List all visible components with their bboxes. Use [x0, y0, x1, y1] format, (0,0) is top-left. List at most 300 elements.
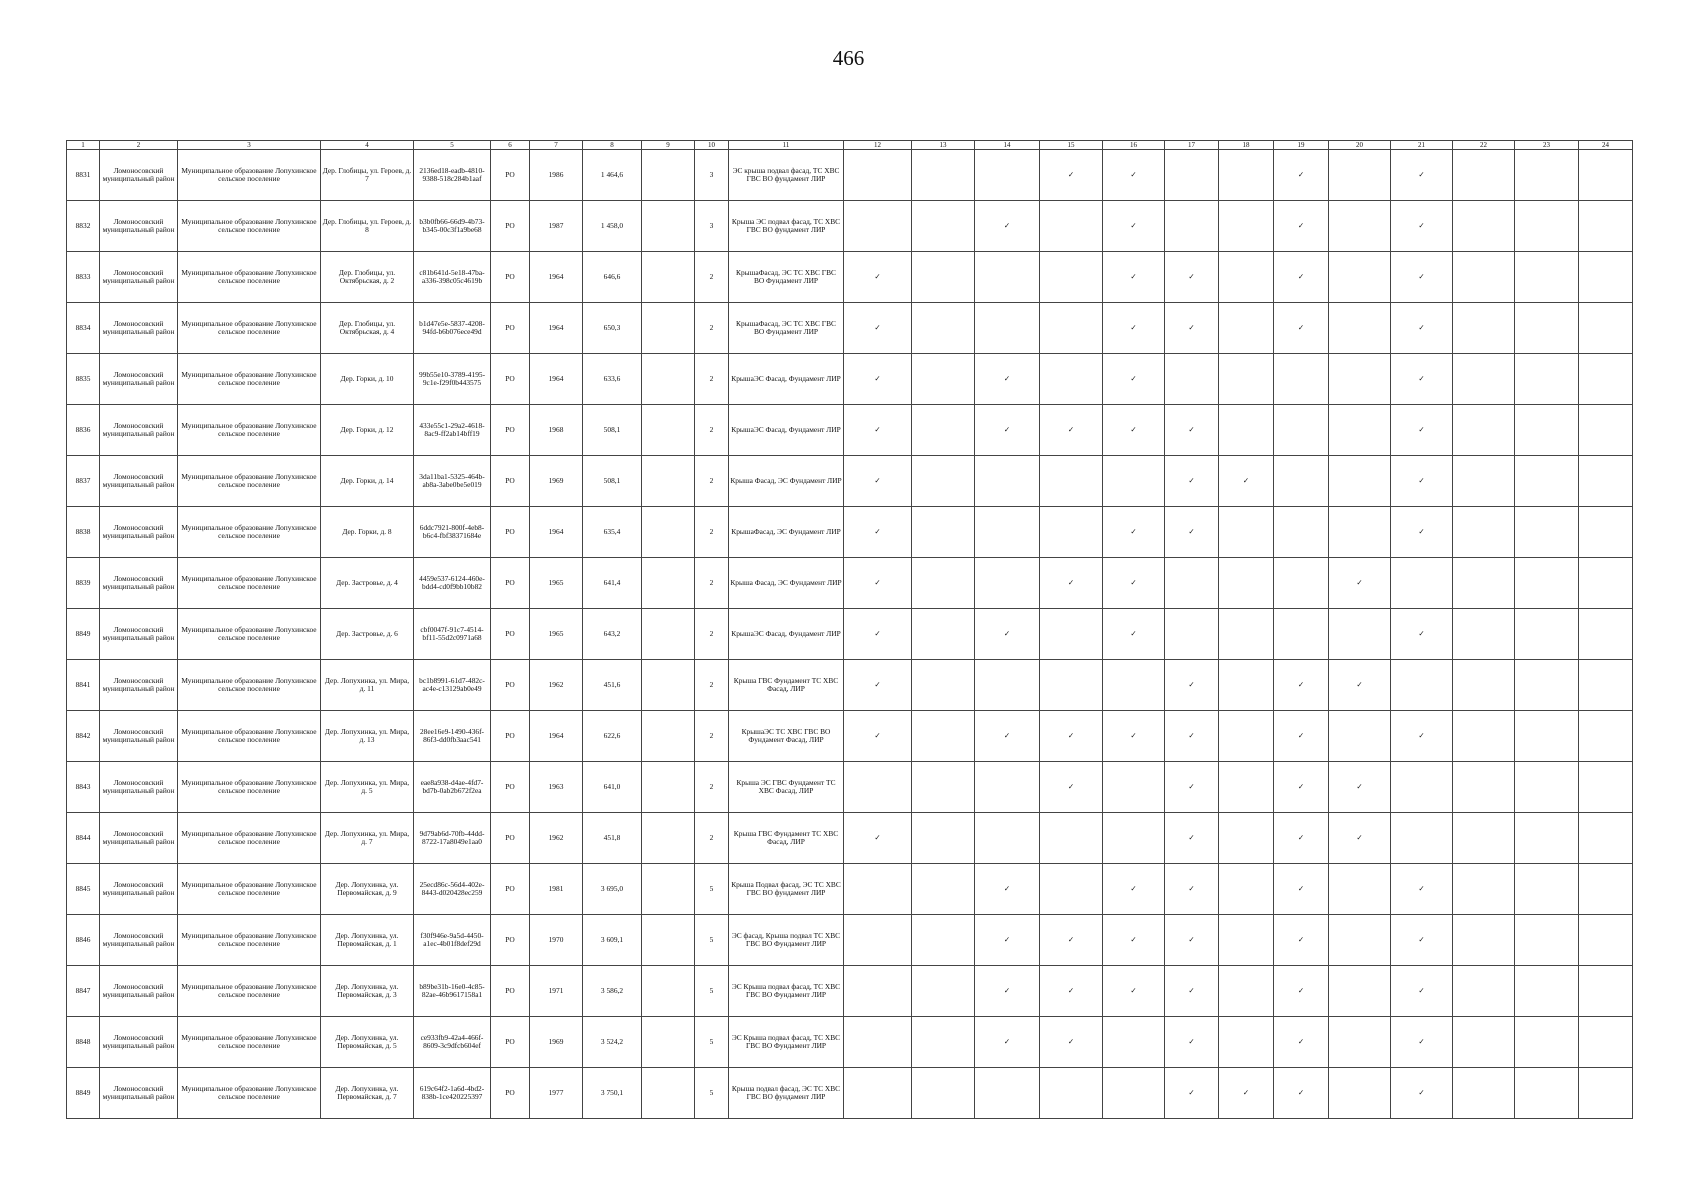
check-mark-icon: ✓	[1391, 966, 1453, 1017]
empty-cell	[1329, 966, 1391, 1017]
empty-cell	[975, 660, 1040, 711]
check-mark-icon: ✓	[1274, 864, 1329, 915]
empty-cell	[912, 609, 975, 660]
type-cell: РО	[491, 354, 530, 405]
empty-cell	[1453, 303, 1515, 354]
check-mark-icon: ✓	[844, 405, 912, 456]
year-cell: 1987	[530, 201, 583, 252]
empty-cell	[1515, 864, 1579, 915]
type-cell: РО	[491, 456, 530, 507]
empty-cell	[642, 1068, 695, 1119]
check-mark-icon: ✓	[1391, 915, 1453, 966]
works-cell: КрышаФасад, ЭС ТС ХВС ГВС ВО Фундамент ЛИР	[729, 303, 844, 354]
check-mark-icon: ✓	[1274, 1017, 1329, 1068]
empty-cell	[1453, 456, 1515, 507]
empty-cell	[1515, 303, 1579, 354]
empty-cell	[912, 456, 975, 507]
row-number: 8831	[67, 150, 100, 201]
check-mark-icon: ✓	[1040, 915, 1103, 966]
district-cell: Ломоносовский муниципальный район	[100, 405, 178, 456]
type-cell: РО	[491, 1017, 530, 1068]
empty-cell	[642, 762, 695, 813]
empty-cell	[642, 1017, 695, 1068]
check-mark-icon: ✓	[1165, 864, 1219, 915]
year-cell: 1962	[530, 813, 583, 864]
table-row	[67, 201, 1633, 252]
row-number: 8849	[67, 1068, 100, 1119]
empty-cell	[1040, 660, 1103, 711]
empty-cell	[1515, 252, 1579, 303]
empty-cell	[975, 456, 1040, 507]
municipality-cell: Муниципальное образование Лопухинское сельское поселение	[178, 966, 321, 1017]
empty-cell	[1219, 966, 1274, 1017]
check-mark-icon: ✓	[1274, 966, 1329, 1017]
empty-cell	[975, 762, 1040, 813]
check-mark-icon: ✓	[1274, 252, 1329, 303]
table-row	[67, 252, 1633, 303]
row-number: 8837	[67, 456, 100, 507]
empty-cell	[642, 252, 695, 303]
building-id-cell: 619c64f2-1a6d-4bd2-838b-1ce420225397	[414, 1068, 491, 1119]
empty-cell	[1579, 966, 1633, 1017]
area-cell: 643,2	[583, 609, 642, 660]
area-cell: 1 458,0	[583, 201, 642, 252]
year-cell: 1964	[530, 303, 583, 354]
check-mark-icon: ✓	[1274, 762, 1329, 813]
empty-cell	[1579, 864, 1633, 915]
municipality-cell: Муниципальное образование Лопухинское сельское поселение	[178, 405, 321, 456]
check-mark-icon: ✓	[1103, 915, 1165, 966]
address-cell: Дер. Лопухинка, ул. Мира, д. 7	[321, 813, 414, 864]
empty-cell	[1103, 456, 1165, 507]
column-header: 1	[67, 141, 100, 150]
empty-cell	[1329, 456, 1391, 507]
empty-cell	[1103, 1068, 1165, 1119]
check-mark-icon: ✓	[1391, 303, 1453, 354]
type-cell: РО	[491, 711, 530, 762]
empty-cell	[1453, 252, 1515, 303]
municipality-cell: Муниципальное образование Лопухинское сельское поселение	[178, 201, 321, 252]
check-mark-icon: ✓	[1391, 1068, 1453, 1119]
empty-cell	[1391, 813, 1453, 864]
municipality-cell: Муниципальное образование Лопухинское сельское поселение	[178, 660, 321, 711]
empty-cell	[912, 150, 975, 201]
check-mark-icon: ✓	[1165, 711, 1219, 762]
empty-cell	[1219, 507, 1274, 558]
empty-cell	[1329, 405, 1391, 456]
empty-cell	[912, 303, 975, 354]
empty-cell	[1040, 252, 1103, 303]
area-cell: 641,0	[583, 762, 642, 813]
empty-cell	[1329, 711, 1391, 762]
empty-cell	[1453, 201, 1515, 252]
works-cell: Крыша Фасад, ЭС Фундамент ЛИР	[729, 456, 844, 507]
empty-cell	[1453, 405, 1515, 456]
works-cell: Крыша ГВС Фундамент ТС ХВС Фасад, ЛИР	[729, 660, 844, 711]
empty-cell	[1515, 354, 1579, 405]
floors-cell: 2	[695, 456, 729, 507]
check-mark-icon: ✓	[1274, 813, 1329, 864]
type-cell: РО	[491, 762, 530, 813]
empty-cell	[1329, 1068, 1391, 1119]
empty-cell	[1453, 1068, 1515, 1119]
address-cell: Дер. Горки, д. 8	[321, 507, 414, 558]
table-row	[67, 966, 1633, 1017]
check-mark-icon: ✓	[975, 966, 1040, 1017]
check-mark-icon: ✓	[1274, 711, 1329, 762]
check-mark-icon: ✓	[1165, 966, 1219, 1017]
building-id-cell: 99b55e10-3789-4195-9c1e-f29f0b443575	[414, 354, 491, 405]
empty-cell	[642, 813, 695, 864]
check-mark-icon: ✓	[1165, 813, 1219, 864]
empty-cell	[1453, 609, 1515, 660]
empty-cell	[1515, 915, 1579, 966]
column-number-row	[67, 141, 1633, 150]
municipality-cell: Муниципальное образование Лопухинское сельское поселение	[178, 711, 321, 762]
check-mark-icon: ✓	[975, 354, 1040, 405]
check-mark-icon: ✓	[1103, 354, 1165, 405]
address-cell: Дер. Лопухинка, ул. Мира, д. 5	[321, 762, 414, 813]
year-cell: 1962	[530, 660, 583, 711]
empty-cell	[844, 201, 912, 252]
empty-cell	[975, 303, 1040, 354]
empty-cell	[912, 864, 975, 915]
empty-cell	[1579, 456, 1633, 507]
area-cell: 635,4	[583, 507, 642, 558]
works-cell: КрышаФасад, ЭС ТС ХВС ГВС ВО Фундамент ЛИР	[729, 252, 844, 303]
empty-cell	[1579, 558, 1633, 609]
district-cell: Ломоносовский муниципальный район	[100, 252, 178, 303]
area-cell: 508,1	[583, 405, 642, 456]
empty-cell	[1515, 405, 1579, 456]
check-mark-icon: ✓	[1165, 507, 1219, 558]
empty-cell	[1040, 507, 1103, 558]
district-cell: Ломоносовский муниципальный район	[100, 813, 178, 864]
column-header: 17	[1165, 141, 1219, 150]
type-cell: РО	[491, 558, 530, 609]
empty-cell	[1274, 507, 1329, 558]
empty-cell	[1329, 354, 1391, 405]
empty-cell	[1391, 558, 1453, 609]
district-cell: Ломоносовский муниципальный район	[100, 507, 178, 558]
check-mark-icon: ✓	[1391, 150, 1453, 201]
empty-cell	[1515, 456, 1579, 507]
empty-cell	[1040, 813, 1103, 864]
empty-cell	[1579, 1017, 1633, 1068]
check-mark-icon: ✓	[1391, 405, 1453, 456]
empty-cell	[1165, 150, 1219, 201]
check-mark-icon: ✓	[1219, 456, 1274, 507]
empty-cell	[1040, 303, 1103, 354]
empty-cell	[1040, 864, 1103, 915]
empty-cell	[912, 813, 975, 864]
check-mark-icon: ✓	[1103, 303, 1165, 354]
municipality-cell: Муниципальное образование Лопухинское сельское поселение	[178, 864, 321, 915]
floors-cell: 5	[695, 1068, 729, 1119]
empty-cell	[912, 1017, 975, 1068]
check-mark-icon: ✓	[975, 864, 1040, 915]
empty-cell	[1274, 609, 1329, 660]
column-header: 7	[530, 141, 583, 150]
empty-cell	[1165, 558, 1219, 609]
year-cell: 1964	[530, 711, 583, 762]
empty-cell	[1453, 915, 1515, 966]
table-row	[67, 507, 1633, 558]
empty-cell	[1165, 201, 1219, 252]
type-cell: РО	[491, 303, 530, 354]
empty-cell	[975, 1068, 1040, 1119]
empty-cell	[1453, 1017, 1515, 1068]
empty-cell	[1165, 609, 1219, 660]
year-cell: 1965	[530, 558, 583, 609]
check-mark-icon: ✓	[844, 711, 912, 762]
building-id-cell: 2136ed18-eadb-4810-9388-518c284b1aaf	[414, 150, 491, 201]
empty-cell	[844, 150, 912, 201]
table-row	[67, 915, 1633, 966]
municipality-cell: Муниципальное образование Лопухинское сельское поселение	[178, 558, 321, 609]
table-row	[67, 864, 1633, 915]
building-id-cell: b89be31b-16e0-4c85-82ae-46b9617158a1	[414, 966, 491, 1017]
building-id-cell: 3da11ba1-5325-464b-ab8a-3abe0be5e019	[414, 456, 491, 507]
row-number: 8846	[67, 915, 100, 966]
municipality-cell: Муниципальное образование Лопухинское сельское поселение	[178, 813, 321, 864]
column-header: 18	[1219, 141, 1274, 150]
empty-cell	[1391, 762, 1453, 813]
row-number: 8834	[67, 303, 100, 354]
check-mark-icon: ✓	[1040, 558, 1103, 609]
column-header: 19	[1274, 141, 1329, 150]
year-cell: 1970	[530, 915, 583, 966]
check-mark-icon: ✓	[844, 354, 912, 405]
check-mark-icon: ✓	[1329, 813, 1391, 864]
row-number: 8849	[67, 609, 100, 660]
table-row	[67, 609, 1633, 660]
empty-cell	[1040, 609, 1103, 660]
empty-cell	[975, 558, 1040, 609]
table-row	[67, 558, 1633, 609]
column-header: 10	[695, 141, 729, 150]
empty-cell	[1219, 558, 1274, 609]
empty-cell	[1515, 201, 1579, 252]
area-cell: 508,1	[583, 456, 642, 507]
area-cell: 3 750,1	[583, 1068, 642, 1119]
district-cell: Ломоносовский муниципальный район	[100, 201, 178, 252]
empty-cell	[1219, 252, 1274, 303]
check-mark-icon: ✓	[1040, 966, 1103, 1017]
empty-cell	[1219, 150, 1274, 201]
empty-cell	[642, 558, 695, 609]
building-id-cell: 4459e537-6124-460e-bdd4-cd0f9bb10b82	[414, 558, 491, 609]
district-cell: Ломоносовский муниципальный район	[100, 609, 178, 660]
column-header: 15	[1040, 141, 1103, 150]
empty-cell	[642, 150, 695, 201]
district-cell: Ломоносовский муниципальный район	[100, 150, 178, 201]
address-cell: Дер. Глобицы, ул. Героев, д. 8	[321, 201, 414, 252]
check-mark-icon: ✓	[844, 456, 912, 507]
empty-cell	[912, 354, 975, 405]
table-row	[67, 660, 1633, 711]
empty-cell	[975, 150, 1040, 201]
empty-cell	[642, 456, 695, 507]
type-cell: РО	[491, 660, 530, 711]
check-mark-icon: ✓	[1165, 915, 1219, 966]
empty-cell	[1274, 354, 1329, 405]
empty-cell	[1453, 864, 1515, 915]
check-mark-icon: ✓	[1165, 456, 1219, 507]
building-id-cell: 6ddc7921-800f-4eb8-b6c4-fbf38371684e	[414, 507, 491, 558]
check-mark-icon: ✓	[844, 813, 912, 864]
type-cell: РО	[491, 966, 530, 1017]
year-cell: 1986	[530, 150, 583, 201]
empty-cell	[844, 915, 912, 966]
check-mark-icon: ✓	[1329, 762, 1391, 813]
check-mark-icon: ✓	[1103, 609, 1165, 660]
table-row	[67, 405, 1633, 456]
empty-cell	[912, 201, 975, 252]
district-cell: Ломоносовский муниципальный район	[100, 711, 178, 762]
municipality-cell: Муниципальное образование Лопухинское сельское поселение	[178, 1068, 321, 1119]
check-mark-icon: ✓	[844, 558, 912, 609]
empty-cell	[1515, 966, 1579, 1017]
works-cell: Крыша подвал фасад, ЭС ТС ХВС ГВС ВО фундамент ЛИР	[729, 1068, 844, 1119]
empty-cell	[642, 354, 695, 405]
district-cell: Ломоносовский муниципальный район	[100, 864, 178, 915]
empty-cell	[1103, 813, 1165, 864]
empty-cell	[912, 558, 975, 609]
building-id-cell: c81b641d-5e18-47ba-a336-398c05c4619b	[414, 252, 491, 303]
area-cell: 3 524,2	[583, 1017, 642, 1068]
empty-cell	[1165, 354, 1219, 405]
row-number: 8841	[67, 660, 100, 711]
table-row	[67, 303, 1633, 354]
empty-cell	[844, 966, 912, 1017]
year-cell: 1963	[530, 762, 583, 813]
type-cell: РО	[491, 1068, 530, 1119]
municipality-cell: Муниципальное образование Лопухинское сельское поселение	[178, 915, 321, 966]
building-id-cell: 433e55c1-29a2-4618-8ac9-ff2ab14bff19	[414, 405, 491, 456]
year-cell: 1964	[530, 507, 583, 558]
empty-cell	[1515, 813, 1579, 864]
check-mark-icon: ✓	[975, 609, 1040, 660]
empty-cell	[912, 507, 975, 558]
empty-cell	[1515, 558, 1579, 609]
empty-cell	[1579, 354, 1633, 405]
works-cell: КрышаЭС Фасад, Фундамент ЛИР	[729, 354, 844, 405]
municipality-cell: Муниципальное образование Лопухинское сельское поселение	[178, 609, 321, 660]
empty-cell	[1453, 813, 1515, 864]
row-number: 8838	[67, 507, 100, 558]
check-mark-icon: ✓	[1274, 915, 1329, 966]
check-mark-icon: ✓	[844, 507, 912, 558]
check-mark-icon: ✓	[1103, 966, 1165, 1017]
address-cell: Дер. Лопухинка, ул. Мира, д. 11	[321, 660, 414, 711]
check-mark-icon: ✓	[1040, 1017, 1103, 1068]
empty-cell	[1219, 711, 1274, 762]
check-mark-icon: ✓	[1040, 762, 1103, 813]
address-cell: Дер. Лопухинка, ул. Первомайская, д. 7	[321, 1068, 414, 1119]
empty-cell	[1515, 507, 1579, 558]
row-number: 8835	[67, 354, 100, 405]
empty-cell	[1579, 201, 1633, 252]
works-cell: Крыша ЭС подвал фасад, ТС ХВС ГВС ВО фундамент ЛИР	[729, 201, 844, 252]
area-cell: 451,8	[583, 813, 642, 864]
district-cell: Ломоносовский муниципальный район	[100, 303, 178, 354]
floors-cell: 5	[695, 864, 729, 915]
check-mark-icon: ✓	[1103, 252, 1165, 303]
check-mark-icon: ✓	[1391, 609, 1453, 660]
works-cell: КрышаЭС Фасад, Фундамент ЛИР	[729, 405, 844, 456]
row-number: 8847	[67, 966, 100, 1017]
empty-cell	[1219, 303, 1274, 354]
address-cell: Дер. Глобицы, ул. Героев, д. 7	[321, 150, 414, 201]
floors-cell: 2	[695, 558, 729, 609]
empty-cell	[1219, 609, 1274, 660]
type-cell: РО	[491, 609, 530, 660]
empty-cell	[912, 711, 975, 762]
floors-cell: 5	[695, 966, 729, 1017]
building-id-cell: cbf0047f-91c7-4514-bf11-55d2c0971a68	[414, 609, 491, 660]
works-cell: Крыша ГВС Фундамент ТС ХВС Фасад, ЛИР	[729, 813, 844, 864]
check-mark-icon: ✓	[1274, 303, 1329, 354]
floors-cell: 2	[695, 354, 729, 405]
row-number: 8839	[67, 558, 100, 609]
empty-cell	[1579, 711, 1633, 762]
empty-cell	[1329, 1017, 1391, 1068]
table-row	[67, 813, 1633, 864]
works-cell: ЭС фасад, Крыша подвал ТС ХВС ГВС ВО Фундамент ЛИР	[729, 915, 844, 966]
table-row	[67, 762, 1633, 813]
empty-cell	[642, 966, 695, 1017]
empty-cell	[1453, 966, 1515, 1017]
row-number: 8832	[67, 201, 100, 252]
check-mark-icon: ✓	[1165, 252, 1219, 303]
check-mark-icon: ✓	[1274, 150, 1329, 201]
empty-cell	[642, 507, 695, 558]
column-header: 6	[491, 141, 530, 150]
empty-cell	[975, 813, 1040, 864]
empty-cell	[1329, 252, 1391, 303]
works-cell: КрышаЭС Фасад, Фундамент ЛИР	[729, 609, 844, 660]
empty-cell	[1219, 762, 1274, 813]
check-mark-icon: ✓	[1391, 201, 1453, 252]
district-cell: Ломоносовский муниципальный район	[100, 1017, 178, 1068]
check-mark-icon: ✓	[1391, 864, 1453, 915]
floors-cell: 2	[695, 660, 729, 711]
empty-cell	[844, 1068, 912, 1119]
empty-cell	[1515, 711, 1579, 762]
floors-cell: 2	[695, 762, 729, 813]
empty-cell	[1329, 303, 1391, 354]
empty-cell	[912, 405, 975, 456]
works-cell: КрышаЭС ТС ХВС ГВС ВО Фундамент Фасад, ЛИР	[729, 711, 844, 762]
column-header: 9	[642, 141, 695, 150]
empty-cell	[642, 711, 695, 762]
column-header: 3	[178, 141, 321, 150]
district-cell: Ломоносовский муниципальный район	[100, 966, 178, 1017]
column-header: 4	[321, 141, 414, 150]
row-number: 8842	[67, 711, 100, 762]
building-id-cell: bc1b8991-61d7-482c-ac4e-c13129ab0e49	[414, 660, 491, 711]
municipality-cell: Муниципальное образование Лопухинское сельское поселение	[178, 303, 321, 354]
district-cell: Ломоносовский муниципальный район	[100, 456, 178, 507]
address-cell: Дер. Горки, д. 10	[321, 354, 414, 405]
empty-cell	[844, 1017, 912, 1068]
address-cell: Дер. Лопухинка, ул. Первомайская, д. 1	[321, 915, 414, 966]
empty-cell	[912, 1068, 975, 1119]
check-mark-icon: ✓	[1165, 405, 1219, 456]
works-cell: ЭС Крыша подвал фасад, ТС ХВС ГВС ВО Фундамент ЛИР	[729, 966, 844, 1017]
empty-cell	[912, 915, 975, 966]
